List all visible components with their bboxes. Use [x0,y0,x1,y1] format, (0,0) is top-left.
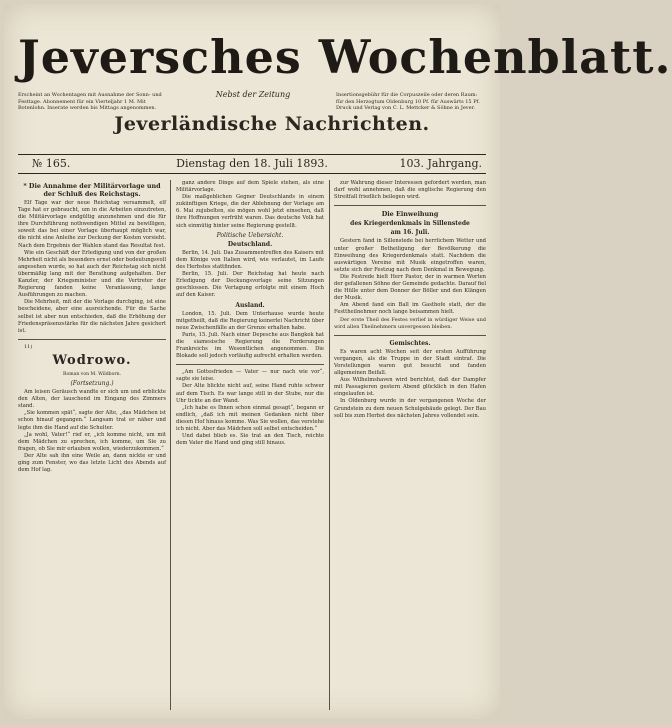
issue-year: 103. Jahrgang. [399,157,482,170]
column-divider [329,180,330,710]
section-heading: Politische Uebersicht. [216,231,284,239]
paragraph: „Ja wohl, Vater!“ rief er, „ich komme nicht, um mit dem Mädchen zu sprechen, ich komme, um Sie zu fragen, ob Sie mir erlauben wollen, wiederzukommen.“ [18,431,166,452]
subtitle: Jeverländische Nachrichten. [114,113,430,135]
feuilleton-byline: Roman von M. Wildborn. [63,371,121,377]
newspaper-page [4,4,672,719]
paragraph: „Ich habe es Ihnen schon einmal gesagt“, begann er endlich, „daß ich mit meinen Gedanken nicht über diesen Hof hinaus komme. Was Sie wollen, das verstehe ich nicht. Aber das Mädchen soll selbst entscheiden.“ [176,404,324,432]
country-heading: Ausland. [235,301,265,309]
paragraph: zur Wahrung dieser Interessen gefordert werden, man darf wohl annehmen, daß die englische Regierung den Streitfall friedlich beilegen wird. [334,180,486,201]
paragraph: Die Festrede hielt Herr Pastor, der in warmen Worten der gefallenen Söhne der Gemeinde gedachte. Darauf fiel die Hülle unter dem Donner der Böller und den Klängen der Musik. [334,273,486,302]
paragraph: „Sie kommen spät“, sagte der Alte, „das Mädchen ist schon hinauf gegangen.“ Langsam trat er näher und legte ihm die Hand auf die Schulter. [18,410,166,431]
news-item: London, 15. Juli. Dem Unterhause wurde heute mitgetheilt, daß die Regierung keinerlei Nachricht über neue Zwischenfälle an der Grenze erhalten habe. [176,310,324,331]
article-subheading: des Kriegerdenkmals in Sillenstede [350,220,470,228]
article-subheading: am 16. Juli. [390,229,430,237]
masthead-title: Jeversches Wochenblatt. [18,30,672,84]
paragraph: Gestern fand in Sillenstede bei herrlichem Wetter und unter großer Betheiligung der Bevölkerung die Einweihung des Kriegerdenkmals statt. Nachdem die auswärtigen Vereine mit Musik eingetroffen waren, setzte sich der Festzug nach dem Denkmal in Bewegung. [334,238,486,273]
column-3 [334,180,486,710]
divider [18,339,166,340]
feuilleton-ref: 11) [24,343,33,350]
article-heading: Die Einweihung [381,210,439,219]
news-item: Paris, 15. Juli. Nach einer Depesche aus Bangkok hat die siamesische Regierung die Forderungen Frankreichs im Wesentlichen angenommen. Die Blokade soll jedoch vorläufig aufrecht erhalten werden. [176,331,324,360]
paragraph: Wie ein Geschäft der Erledigung und von der großen Mehrheit nicht als besonders ernst oder bedeutungsvoll angesehen wurde, so hat auch der Reichstag sich nicht übermäßig lang mit der Berathung aufgehalten. Der Kanzler, der Kriegsminister und die Vertreter der Regierung fanden keine Veranlassung, lange Ausführungen zu machen. [18,249,166,299]
paragraph: Und dabei blieb es. Sie trat an den Tisch, reichte dem Vater die Hand und ging still hinaus. [176,433,324,447]
news-item: Berlin, 14. Juli. Das Zusammentreffen des Kaisers mit dem Könige von Italien wird, wie verlautet, im Laufe des Herbstes stattfinden. [176,249,324,271]
paragraph: In Oldenburg wurde in der vergangenen Woche der Grundstein zu dem neuen Schulgebäude gelegt. Der Bau soll bis zum Herbst des nächsten Jahres vollendet sein. [334,398,486,419]
column-2 [176,180,324,710]
column-divider [170,180,171,710]
issue-number: № 165. [32,157,71,170]
paragraph: Am leisen Geräusch wandte er sich um und erblickte den Alten, der lauschend im Eingang des Zimmers stand. [18,389,166,410]
divider [334,205,486,206]
subhead-left: Erscheint an Wochentagen mit Ausnahme der Sonn- und Festtage. Abonnement für ein Vierteljahr 1 M. Mit Botenlohn. Inserate werden bis Mittags angenommen. [18,92,162,111]
subhead-right: Insertionsgebühr für die Corpuszeile oder deren Raum: für den Herzogtum Oldenburg 10 Pf. für Auswärts 15 Pf. Druck und Verlag von C. L. Mettcker & Söhne in Jever. [336,92,480,111]
divider [334,335,486,336]
news-item: Berlin, 15. Juli. Der Reichstag hat heute nach Erledigung der Deckungsvorlage seine Sitzungen geschlossen. Die Vertagung erfolgte mit einem Hoch auf den Kaiser. [176,271,324,299]
paragraph: Am Abend fand ein Ball im Gasthofe statt, der die Festtheilnehmer noch lange beisammen hielt. [334,302,486,316]
paragraph: Elf Tage war der neue Reichstag versammelt, elf Tage hat er gebraucht, um in die Arbeiten einzutreten, die Militärvorlage endgültig anzunehmen und die für ihre Durchführung nothwendigen Mittel zu bewilligen, soweit das bei einer Vorlage überhaupt möglich war, die nicht eine Anleihe zur Deckung der Kosten vorsieht. Nach dem Ergebnis der Wahlen stand das Resultat fest. [18,200,166,249]
paragraph: Der Alte sah ihn eine Weile an, dann nickte er und ging zum Fenster, wo das letzte Licht des Abends auf dem Hof lag. [18,452,166,474]
subhead-center: Nebst der Zeitung [215,90,291,99]
column-1 [18,180,166,710]
paragraph: Es waren acht Wochen seit der ersten Aufführung vergangen, als die Truppe in der Stadt eintraf. Die Vorstellungen waren gut besucht und fanden allgemeinen Beifall. [334,348,486,377]
paragraph: Der Alte blickte nicht auf, seine Hand ruhte schwer auf dem Tisch. Es war lange still in der Stube, nur die Uhr tickte an der Wand. [176,383,324,404]
section-heading: Gemischtes. [389,339,431,347]
feuilleton-title: Wodrowo. [52,352,132,368]
continuation-label: (Fortsetzung.) [70,379,114,387]
paragraph: Aus Wilhelmshaven wird berichtet, daß der Dampfer mit Passagieren gestern Abend glücklich in den Hafen eingelaufen ist. [334,377,486,398]
issue-date: Dienstag den 18. Juli 1893. [176,157,328,170]
paragraph: Die maßgeblichen Gegner Deutschlands in einem zukünftigen Kriege, die der Ablehnung der Vorlage am 6. Mai zujubelten, sie mögen wohl jetzt einsehen, daß ihre Hoffnungen verfrüht waren. Das deutsche Volk hat sich einmütig hinter seine Regierung gestellt. [176,194,324,229]
paragraph: ganz andere Dinge auf dem Spiele stehen, als eine Militärvorlage. [176,180,324,194]
issue-bar [18,154,486,174]
article-heading: * Die Annahme der Militärvorlage und der Schluß des Reichstags. [23,182,161,198]
divider [176,364,324,365]
country-heading: Deutschland. [227,240,273,248]
paragraph: Die Mehrheit, mit der die Vorlage durchging, ist eine bescheidene, aber eine ausreichende. Für die Sache selbst ist aber nun entschieden, daß die Erhöhung der Friedenspräsenzstärke für die nächsten Jahre gesichert ist. [18,299,166,334]
note: Der erste Theil des Festes verlief in würdiger Weise und wird allen Theilnehmern unvergessen bleiben. [334,316,486,330]
paragraph: „Am Gottesfrieden — Vater — nur nach wie vor“, sagte sie leise. [176,369,324,383]
